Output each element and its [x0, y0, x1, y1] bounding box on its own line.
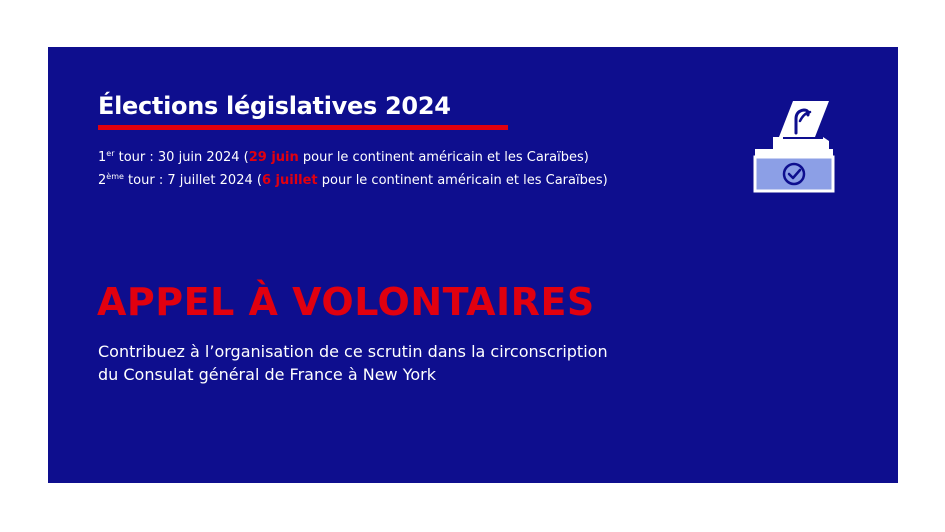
- subtitle: Contribuez à l’organisation de ce scrutin dans la circonscription du Consulat général de France à New York: [98, 342, 608, 384]
- box-body-icon: [755, 157, 833, 191]
- round-1-americas-date: 29 juin: [248, 150, 299, 165]
- round-1-date: 1er tour : 30 juin 2024 (29 juin pour le continent américain et les Caraïbes): [98, 149, 589, 165]
- box-lid-icon: [755, 137, 833, 157]
- title-underline: [98, 125, 508, 130]
- ballot-paper-icon: [779, 101, 829, 137]
- election-dates: [98, 146, 608, 192]
- election-banner: [48, 47, 898, 483]
- round-2-americas-date: 6 juillet: [261, 173, 318, 188]
- ballot-box-icon: [753, 97, 835, 193]
- round-2-date: 2ème tour : 7 juillet 2024 (6 juillet pour le continent américain et les Caraïbes): [98, 172, 608, 188]
- page-title: Élections législatives 2024: [98, 92, 451, 120]
- title-block: [98, 91, 451, 121]
- headline: APPEL À VOLONTAIRES: [97, 280, 595, 324]
